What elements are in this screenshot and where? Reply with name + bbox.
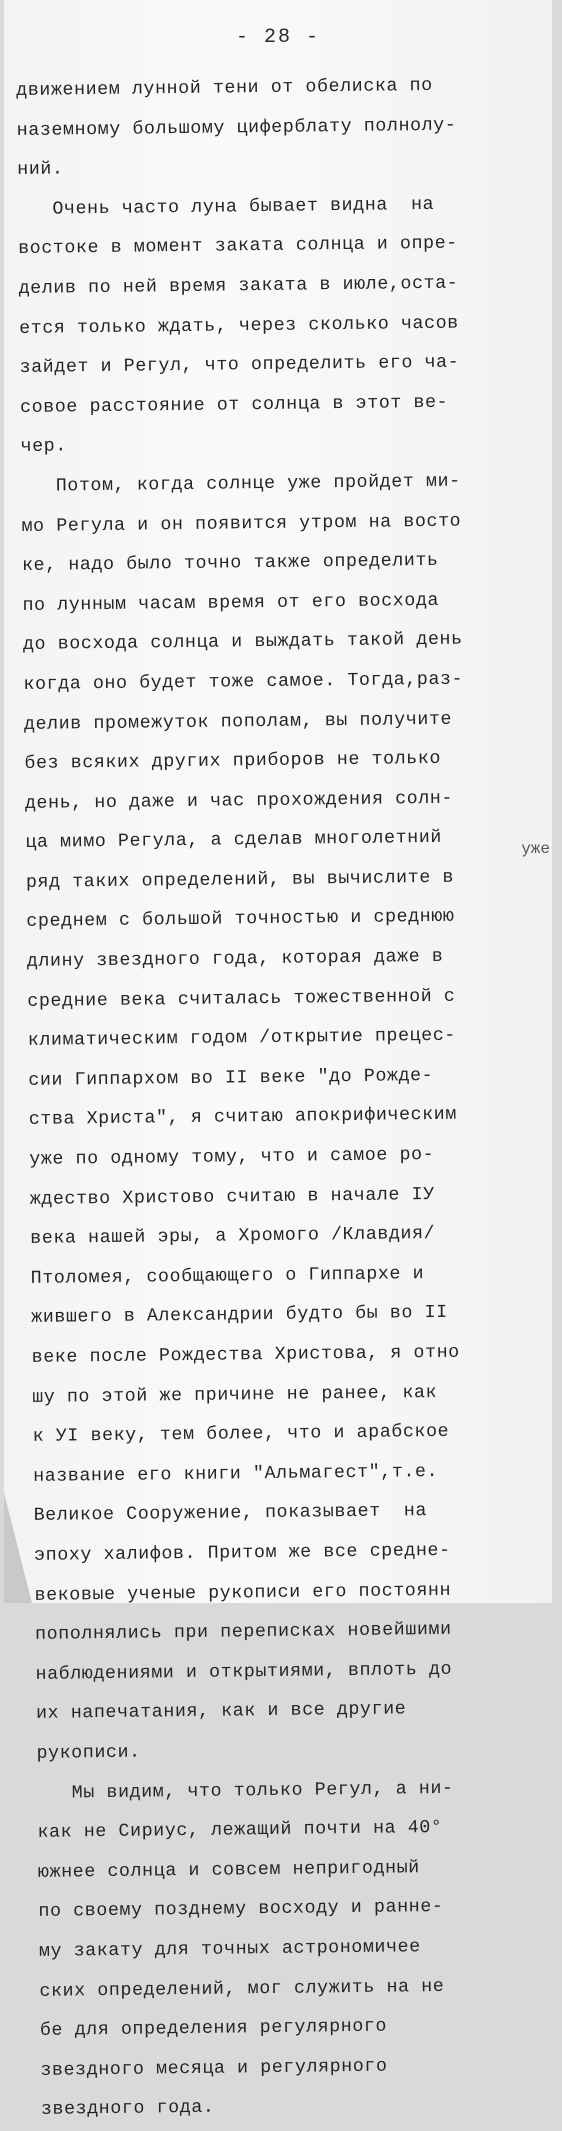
text-line: ке, надо было точно также определить xyxy=(21,550,439,577)
text-line: движением лунной тени от обелиска по xyxy=(16,75,433,101)
text-line: ряд таких определений, вы вычислите в xyxy=(25,867,455,893)
text-line: му закату для точных астрономичее xyxy=(38,1937,421,1962)
text-line: наблюдениями и открытиями, вплоть до xyxy=(35,1659,453,1685)
text-line: к УI веку, тем более, что и арабское xyxy=(32,1421,450,1448)
text-line: жившего в Александрии будто бы во II xyxy=(31,1303,448,1329)
text-line: среднем с большой точностью и среднюю xyxy=(26,907,455,933)
text-line: без всяких других приборов не только xyxy=(24,748,442,775)
text-line: ется только ждать, через сколько часов xyxy=(19,313,459,339)
text-line: Мы видим, что только Регул, а ни- xyxy=(36,1778,454,1804)
text-line: как не Сириус, лежащий почти на 40° xyxy=(37,1818,443,1843)
text-line: Очень часто луна бывает видна на xyxy=(17,194,435,220)
text-line: длину звездного года, которая даже в xyxy=(26,946,444,972)
text-line: шу по этой же причине не ранее, как xyxy=(32,1382,438,1408)
text-line: звездного года. xyxy=(40,2098,215,2121)
text-line: рукописи. xyxy=(36,1742,141,1764)
text-line: мо Регула и он появится утром на восто xyxy=(21,511,462,537)
page-number: - 28 - xyxy=(235,26,320,49)
text-line: зайдет и Регул, что определить его ча- xyxy=(19,352,460,379)
text-line: день, но даже и час прохождения солн- xyxy=(24,788,454,814)
text-line: ждество Христово считаю в начале IУ xyxy=(29,1184,435,1210)
text-line: ства Христа", я считаю апокрифическим xyxy=(28,1105,458,1131)
text-line: сии Гиппархом во II веке "до Рожде- xyxy=(28,1065,434,1091)
text-line: их напечатания, как и все другие xyxy=(35,1699,407,1725)
text-line: пополнялись при переписках новейшими xyxy=(34,1619,452,1646)
text-line: совое расстояние от солнца в этот ве- xyxy=(19,392,449,418)
text-line: ских определений, мог служить на не xyxy=(39,1976,445,2002)
text-line: по своему позднему восходу и ранне- xyxy=(38,1897,444,1923)
folded-corner xyxy=(4,1493,32,1603)
text-line: название его книги "Альмагест",т.е. xyxy=(33,1461,439,1487)
text-line: Птоломея, сообщающего о Гиппархе и xyxy=(30,1263,425,1289)
text-line: бе для определения регулярного xyxy=(39,2016,388,2041)
text-line: Потом, когда солнце уже пройдет ми- xyxy=(20,471,461,497)
text-line: средние века считалась тожественной с xyxy=(27,986,456,1012)
body-text xyxy=(16,66,561,2131)
margin-note: уже xyxy=(521,840,550,858)
text-line: делив промежуток пополам, вы получите xyxy=(23,709,453,735)
text-line: до восхода солнца и выждать такой день xyxy=(22,629,463,656)
text-line: когда оно будет тоже самое. Тогда,раз- xyxy=(23,669,464,695)
text-line: веке после Рождества Христова, я отно xyxy=(31,1342,460,1368)
text-line: ний. xyxy=(17,159,64,181)
text-line: чер. xyxy=(20,436,68,458)
text-line: вековые ученые рукописи его постоянн xyxy=(34,1580,452,1606)
text-line: наземному большому циферблату полнолу- xyxy=(16,115,457,141)
text-line: века нашей эры, а Хромого /Клавдия/ xyxy=(30,1224,436,1250)
typewritten-page xyxy=(4,0,552,2121)
text-line: делив по ней время заката в июле,оста- xyxy=(18,273,459,299)
text-line: по лунным часам время от его восхода xyxy=(22,590,440,616)
text-line: эпоху халифов. Притом же все средне- xyxy=(34,1540,451,1566)
text-line: звездного месяца и регулярного xyxy=(40,2056,388,2081)
text-line: уже по одному тому, что и самое ро- xyxy=(29,1145,435,1170)
text-line: южнее солнца и совсем непригодный xyxy=(37,1857,420,1883)
text-line: климатическим годом /открытие прецес- xyxy=(27,1025,457,1052)
text-line: Великое Сооружение, показывает на xyxy=(33,1501,428,1527)
text-line: востоке в момент заката солнца и опре- xyxy=(18,233,458,260)
text-line: ца мимо Регула, а сделав многолетний xyxy=(25,828,443,854)
